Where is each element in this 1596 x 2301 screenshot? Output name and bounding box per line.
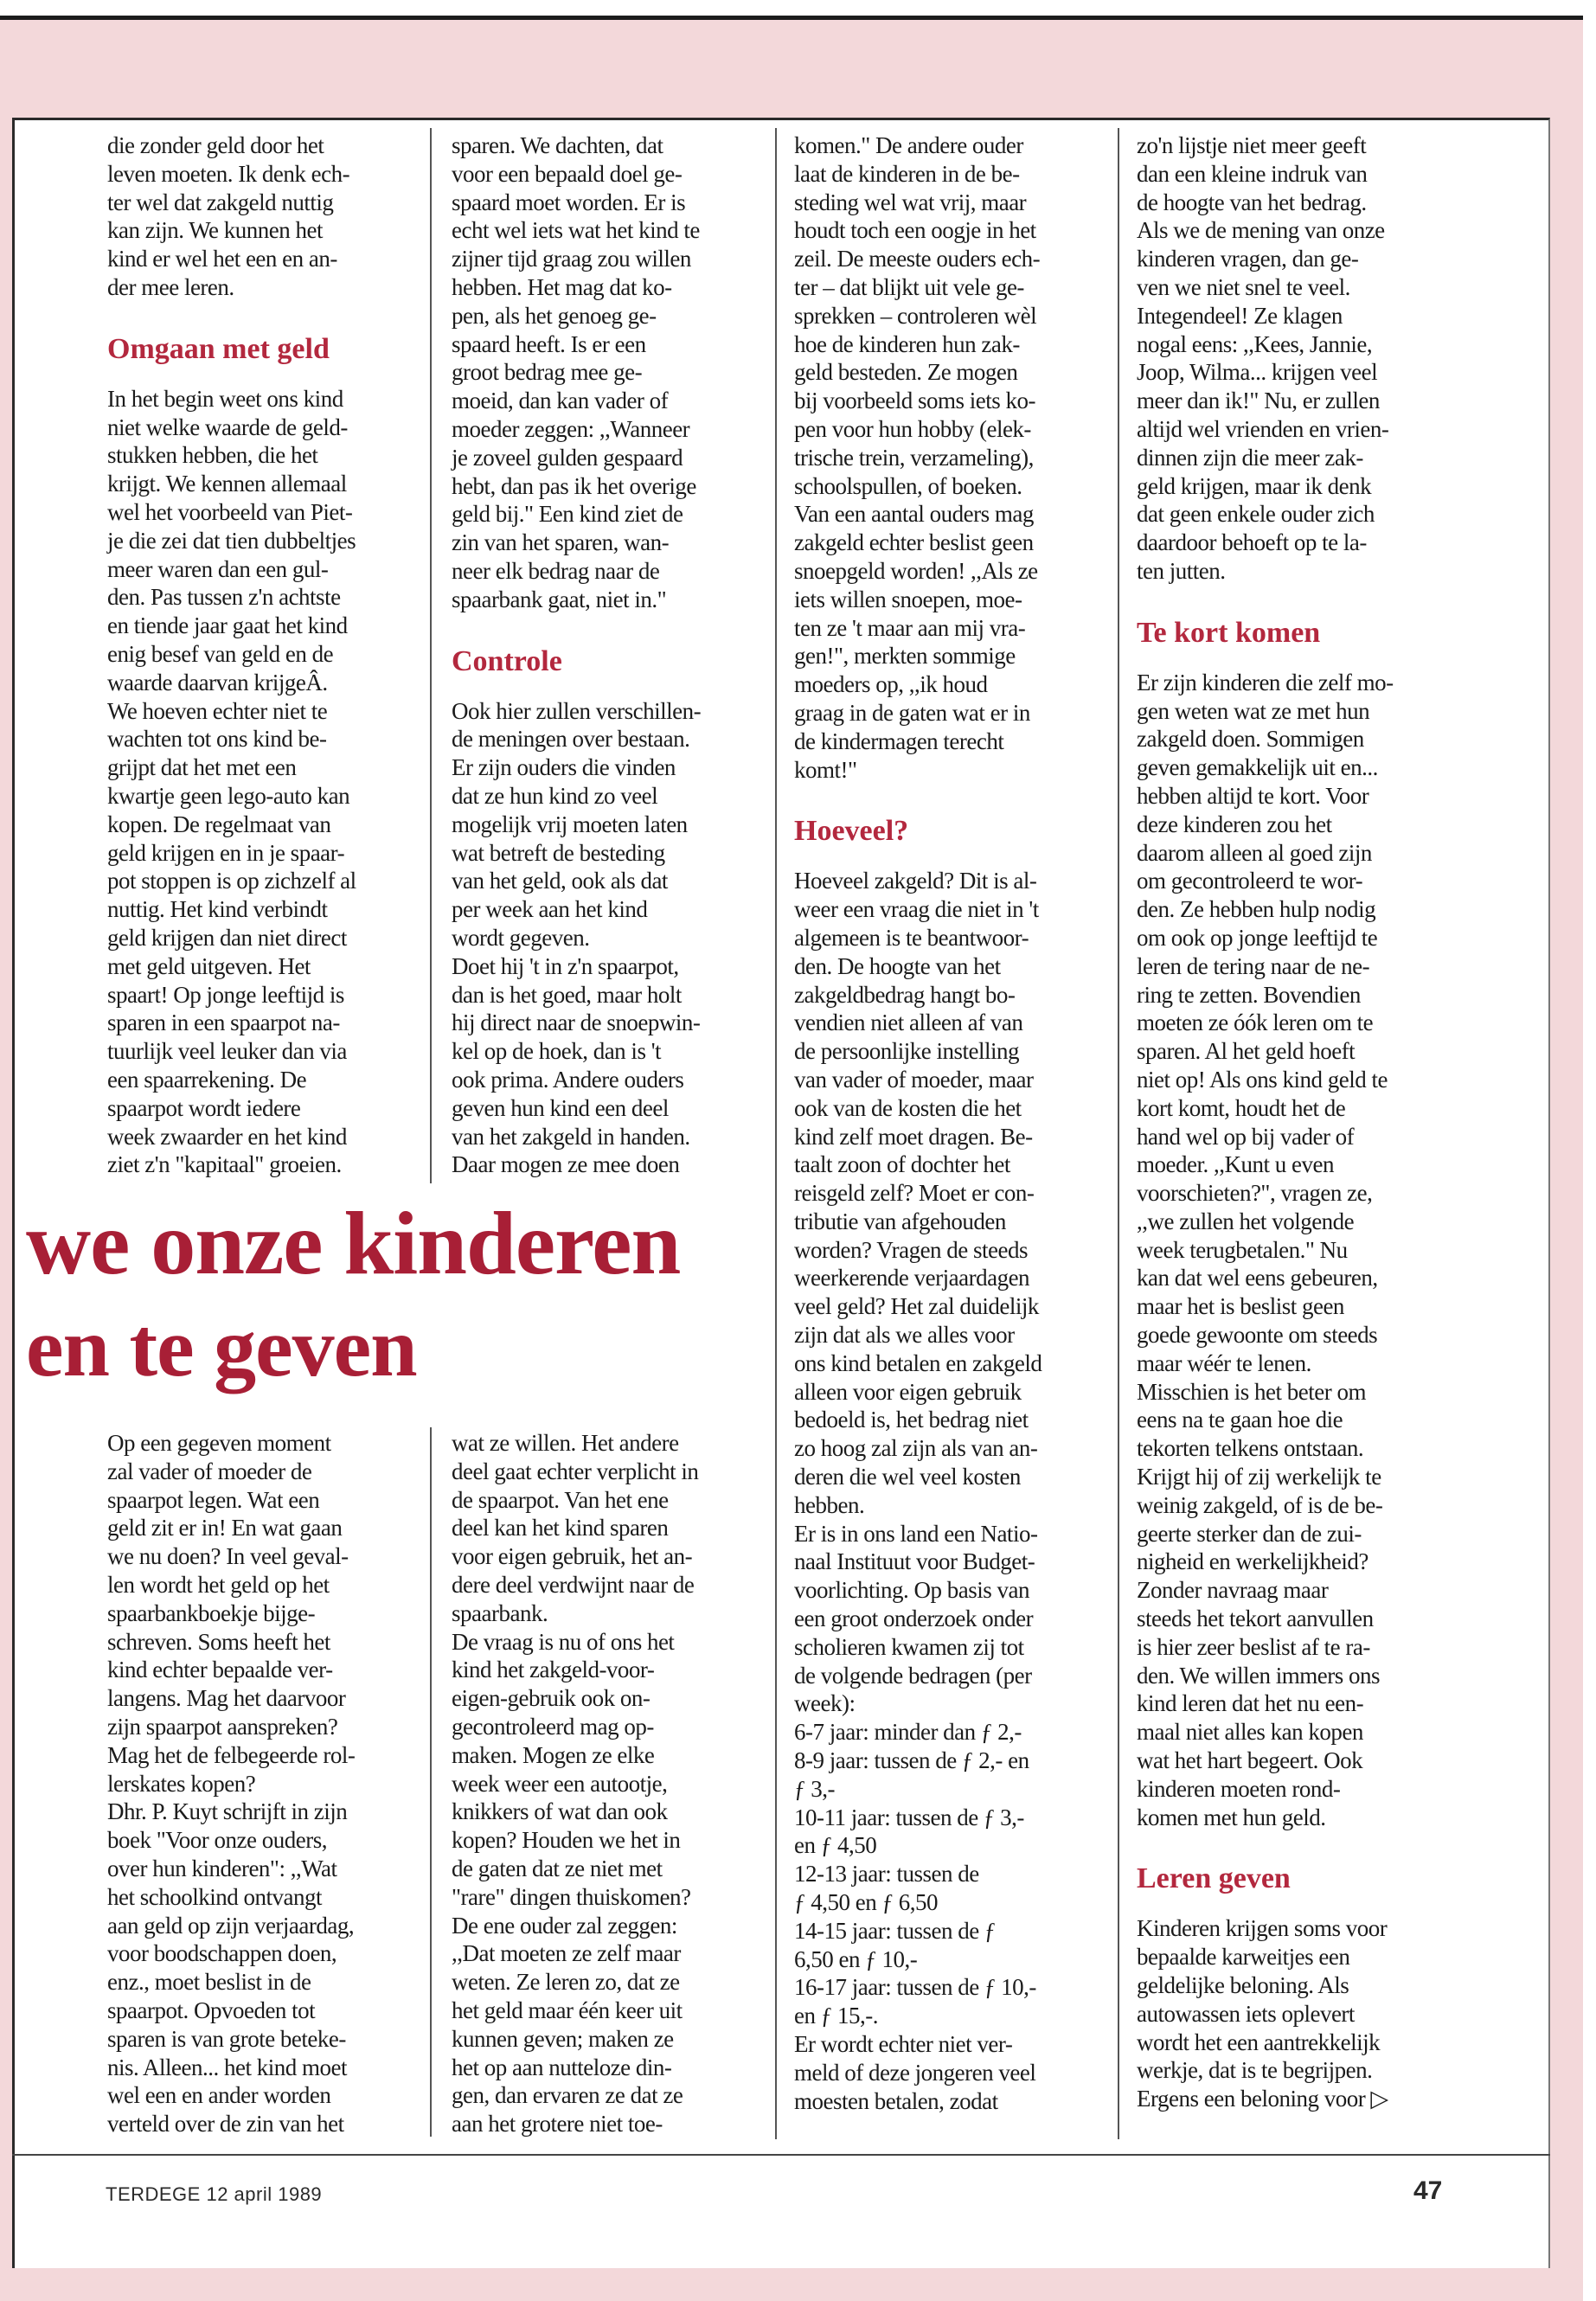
text-line: de meningen over bestaan. [452, 726, 690, 753]
headline-line-1: we onze kinderen [26, 1194, 681, 1293]
text-line: de gaten dat ze niet met [452, 1855, 663, 1881]
text-line: nuttig. Het kind verbindt [107, 896, 328, 923]
text-line: geld besteden. Ze mogen [794, 359, 1018, 386]
text-line: goede gewoonte om steeds [1137, 1322, 1378, 1349]
text-line: groot bedrag mee ge- [452, 359, 643, 386]
text-line: graag in de gaten wat er in [794, 699, 1030, 726]
text-line: voor een bepaald doel ge- [452, 160, 683, 187]
column-divider [1118, 128, 1119, 2139]
text-line: len wordt het geld op het [107, 1571, 330, 1598]
text-line: autowassen iets oplevert [1137, 2000, 1355, 2027]
text-line: meld of deze jongeren veel [794, 2059, 1036, 2086]
text-line: In het begin weet ons kind [107, 385, 343, 412]
column-divider [775, 128, 777, 2139]
text-line: maar het is beslist geen [1137, 1293, 1344, 1320]
text-line: alleen voor eigen gebruik [794, 1378, 1022, 1405]
text-line: ,,we zullen het volgende [1137, 1208, 1355, 1234]
paragraph [794, 867, 1106, 2115]
text-line: weinig zakgeld, of is de be- [1137, 1491, 1383, 1518]
text-line: scholieren kwamen zij tot [794, 1633, 1024, 1660]
text-line: Zonder navraag maar [1137, 1577, 1329, 1604]
text-line: gen, dan ervaren ze dat ze [452, 2082, 683, 2109]
column-3 [794, 131, 1106, 2115]
text-line: zo'n lijstje niet meer geeft [1137, 132, 1367, 158]
text-line: laat de kinderen in de be- [794, 160, 1020, 187]
text-line: de spaarpot. Van het ene [452, 1486, 669, 1513]
upper-column-1 [107, 131, 419, 1179]
page-number: 47 [1413, 2176, 1443, 2205]
text-line: gecontroleerd mag op- [452, 1713, 654, 1740]
text-line: spaarpot legen. Wat een [107, 1486, 320, 1513]
text-line: enz., moet beslist in de [107, 1969, 311, 1996]
text-line: geld krijgen, maar ik denk [1137, 472, 1372, 499]
text-line: 6,50 en ƒ 10,- [794, 1945, 918, 1972]
text-line: Als we de mening van onze [1137, 217, 1385, 244]
text-line: houdt toch een oogje in het [794, 217, 1036, 244]
paragraph [1137, 131, 1457, 586]
text-line: hoe de kinderen hun zak- [794, 330, 1020, 357]
text-line: 12-13 jaar: tussen de [794, 1861, 979, 1888]
text-line: week weer een autootje, [452, 1770, 668, 1797]
text-line: zijner tijd graag zou willen [452, 246, 691, 272]
text-line: dere deel verdwijnt naar de [452, 1571, 695, 1598]
text-line: kopen? Houden we het in [452, 1827, 681, 1854]
text-line: ziet z'n "kapitaal" groeien. [107, 1151, 342, 1178]
text-line: steeds het tekort aanvullen [1137, 1606, 1374, 1632]
text-line: steding wel wat vrij, maar [794, 189, 1027, 215]
text-line: algemeen is te beantwoor- [794, 924, 1029, 951]
text-line: krijgt. We kennen allemaal [107, 471, 347, 497]
text-line: zijn spaarpot aanspreken? [107, 1713, 338, 1740]
text-line: we nu doen? In veel geval- [107, 1543, 349, 1570]
text-line: moeders op, ,,ik houd [794, 671, 988, 698]
column-4 [1137, 131, 1457, 2113]
text-line: ons kind betalen en zakgeld [794, 1349, 1042, 1376]
text-line: voorlichting. Op basis van [794, 1577, 1029, 1604]
text-line: week zwaarder en het kind [107, 1123, 347, 1150]
text-line: trische trein, verzameling), [794, 444, 1034, 471]
text-line: kind zelf moet dragen. Be- [794, 1123, 1033, 1150]
text-line: 6-7 jaar: minder dan ƒ 2,- [794, 1719, 1022, 1746]
text-line: aan het grotere niet toe- [452, 2111, 663, 2138]
lower-column-1 [107, 1429, 419, 2138]
text-line: met geld uitgeven. Het [107, 952, 311, 979]
text-line: We hoeven echter niet te [107, 697, 328, 724]
text-line: zakgeldbedrag hangt bo- [794, 981, 1016, 1008]
text-line: Van een aantal ouders mag [794, 501, 1034, 528]
text-line: de hoogte van het bedrag. [1137, 189, 1367, 215]
text-line: 10-11 jaar: tussen de ƒ 3,- [794, 1804, 1024, 1830]
text-line: leven moeten. Ik denk ech- [107, 160, 350, 187]
text-line: echt wel iets wat het kind te [452, 217, 700, 244]
text-line: Joop, Wilma... krijgen veel [1137, 359, 1378, 386]
text-line: nigheid en werkelijkheid? [1137, 1548, 1368, 1575]
text-line: moeder. ,,Kunt u even [1137, 1151, 1334, 1178]
text-line: spaarbank gaat, niet in." [452, 586, 667, 612]
text-line: langens. Mag het daarvoor [107, 1685, 346, 1712]
text-line: worden? Vragen de steeds [794, 1236, 1029, 1263]
text-line: zakgeld doen. Sommigen [1137, 726, 1364, 753]
text-line: ƒ 3,- [794, 1775, 835, 1802]
text-line: Hoeveel zakgeld? Dit is al- [794, 868, 1037, 894]
text-line: wordt gegeven. [452, 924, 590, 951]
text-line: sparen. We dachten, dat [452, 132, 663, 158]
text-line: 14-15 jaar: tussen de ƒ [794, 1917, 996, 1944]
text-line: 8-9 jaar: tussen de ƒ 2,- en [794, 1747, 1029, 1774]
text-line: is hier zeer beslist af te ra- [1137, 1633, 1370, 1660]
text-line: grijpt dat het met een [107, 754, 297, 781]
text-line: zakgeld echter beslist geen [794, 529, 1034, 556]
text-line: schreven. Soms heeft het [107, 1628, 330, 1655]
text-line: spaarpot. Opvoeden tot [107, 1997, 316, 2023]
text-line: kan dat wel eens gebeuren, [1137, 1265, 1378, 1292]
column-divider [430, 1427, 432, 2137]
text-line: om ook op jonge leeftijd te [1137, 924, 1378, 951]
footer-magazine-date: TERDEGE 12 april 1989 [106, 2183, 323, 2205]
text-line: Er wordt echter niet ver- [794, 2031, 1013, 2057]
text-line: hand wel op bij vader of [1137, 1123, 1355, 1150]
text-line: den. Pas tussen z'n achtste [107, 584, 341, 611]
text-line: 16-17 jaar: tussen de ƒ 10,- [794, 1974, 1036, 2001]
text-line: per week aan het kind [452, 896, 648, 923]
text-line: De vraag is nu of ons het [452, 1628, 675, 1655]
text-line: Kinderen krijgen soms voor [1137, 1915, 1388, 1942]
text-line: mogelijk vrij moeten laten [452, 811, 688, 837]
text-line: daarom alleen al goed zijn [1137, 839, 1372, 866]
paragraph [452, 697, 763, 1180]
text-line: werkje, dat is te begrijpen. [1137, 2057, 1373, 2084]
text-line: altijd wel vrienden en vrien- [1137, 415, 1389, 442]
text-line: het op aan nutteloze din- [452, 2054, 672, 2080]
text-line: ƒ 4,50 en ƒ 6,50 [794, 1889, 938, 1916]
headline-line-2: en te geven [26, 1301, 417, 1394]
text-line: kind leren dat het nu een- [1137, 1690, 1364, 1717]
text-line: moeder zeggen: ,,Wanneer [452, 415, 690, 442]
text-line: meer dan ik!" Nu, er zullen [1137, 388, 1380, 414]
text-line: den. Ze hebben hulp nodig [1137, 896, 1376, 923]
text-line: hebben. Het mag dat ko- [452, 273, 672, 300]
scan-edge-right [1583, 0, 1596, 2301]
text-line: Integendeel! Ze klagen [1137, 302, 1343, 329]
text-line: Er zijn kinderen die zelf mo- [1137, 669, 1394, 695]
text-line: Dhr. P. Kuyt schrijft in zijn [107, 1798, 348, 1825]
text-line: deel kan het kind sparen [452, 1515, 669, 1541]
text-line: ook prima. Andere ouders [452, 1066, 684, 1093]
text-line: Doet hij 't in z'n spaarpot, [452, 952, 679, 979]
scan-edge [0, 0, 1596, 17]
text-line: Op een gegeven moment [107, 1430, 331, 1456]
paragraph [1137, 1914, 1457, 2113]
text-line: geldelijke beloning. Als [1137, 1972, 1349, 1999]
text-line: kwartje geen lego-auto kan [107, 782, 350, 809]
text-line: tekorten telkens ontstaan. [1137, 1435, 1364, 1462]
text-line: die zonder geld door het [107, 132, 324, 158]
subheading-hoeveel: Hoeveel? [794, 815, 909, 848]
paragraph [1137, 669, 1457, 1832]
text-line: reisgeld zelf? Moet er con- [794, 1180, 1035, 1207]
text-line: voor boodschappen doen, [107, 1940, 337, 1967]
text-line: De ene ouder zal zeggen: [452, 1912, 677, 1939]
text-line: schoolspullen, of boeken. [794, 472, 1022, 499]
text-line: de volgende bedragen (per [794, 1662, 1032, 1689]
text-line: komt!" [794, 756, 857, 783]
text-line: maar wéér te lenen. [1137, 1349, 1311, 1376]
text-line: tributie van afgehouden [794, 1208, 1006, 1234]
text-line: hebben altijd te kort. Voor [1137, 782, 1369, 809]
text-line: den. We willen immers ons [1137, 1662, 1381, 1689]
text-line: wel het voorbeeld van Piet- [107, 498, 353, 525]
lower-column-2 [452, 1429, 763, 2138]
text-line: hebt, dan pas ik het overige [452, 472, 696, 499]
text-line: pot stoppen is op zichzelf al [107, 868, 356, 894]
text-line: weten. Ze leren zo, dat ze [452, 1969, 680, 1996]
text-line: de kindermagen terecht [794, 727, 1004, 754]
text-line: Ook hier zullen verschillen- [452, 697, 702, 724]
text-line: een spaarrekening. De [107, 1066, 307, 1093]
footer-rule [12, 2154, 1550, 2156]
text-line: spaarbankboekje bijge- [107, 1599, 316, 1626]
text-line: komen met hun geld. [1137, 1804, 1326, 1830]
paragraph [107, 385, 419, 1179]
text-line: Krijgt hij of zij werkelijk te [1137, 1464, 1381, 1490]
text-line: maken. Mogen ze elke [452, 1741, 655, 1768]
paragraph [452, 131, 763, 614]
text-line: ten ze 't maar aan mij vra- [794, 614, 1026, 641]
text-line: weer een vraag die niet in 't [794, 896, 1039, 923]
text-line: komen." De andere ouder [794, 132, 1023, 158]
text-line: over hun kinderen": ,,Wat [107, 1855, 337, 1881]
text-line: vendien niet alleen af van [794, 1009, 1023, 1036]
text-line: hij direct naar de snoepwin- [452, 1009, 701, 1036]
text-line: zo hoog zal zijn als van an- [794, 1435, 1038, 1462]
text-line: dat geen enkele ouder zich [1137, 501, 1375, 528]
text-line: gen!", merkten sommige [794, 643, 1016, 670]
upper-column-2 [452, 131, 763, 1179]
text-line: zin van het sparen, wan- [452, 529, 670, 556]
text-line: van vader of moeder, maar [794, 1066, 1034, 1093]
text-line: dinnen zijn die meer zak- [1137, 444, 1363, 471]
text-line: dat ze hun kind zo veel [452, 782, 658, 809]
text-line: niet op! Als ons kind geld te [1137, 1066, 1388, 1093]
text-line: iets willen snoepen, moe- [794, 586, 1022, 612]
text-line: zal vader of moeder de [107, 1458, 312, 1484]
text-line: kunnen geven; maken ze [452, 2025, 674, 2052]
text-line: kind er wel het een en an- [107, 246, 337, 272]
text-line: bij voorbeeld soms iets ko- [794, 388, 1035, 414]
text-line: leren de tering naar de ne- [1137, 952, 1370, 979]
text-line: lerskates kopen? [107, 1770, 256, 1797]
text-line: geld zit er in! En wat gaan [107, 1515, 343, 1541]
text-line: kort komt, houdt het de [1137, 1094, 1346, 1121]
text-line: kinderen moeten rond- [1137, 1775, 1341, 1802]
text-line: kel op de hoek, dan is 't [452, 1038, 662, 1065]
text-line: geld krijgen dan niet direct [107, 924, 347, 951]
text-line: voor eigen gebruik, het an- [452, 1543, 693, 1570]
text-line: bepaalde karweitjes een [1137, 1944, 1350, 1971]
text-line: voorschieten?", vragen ze, [1137, 1180, 1373, 1207]
text-line: ven we niet snel te veel. [1137, 273, 1350, 300]
text-line: geld krijgen en in je spaar- [107, 839, 345, 866]
text-line: enig besef van geld en de [107, 640, 334, 667]
text-line: eens na te gaan hoe die [1137, 1407, 1343, 1433]
text-line: Mag het de felbegeerde rol- [107, 1741, 356, 1768]
subheading-omgaan-met-geld: Omgaan met geld [107, 332, 330, 365]
paragraph [107, 1429, 419, 2138]
text-line: kopen. De regelmaat van [107, 811, 331, 837]
text-line: kind echter bepaalde ver- [107, 1657, 333, 1683]
text-line: moeten ze óók leren om te [1137, 1009, 1374, 1036]
subheading-controle: Controle [452, 644, 562, 677]
text-line: weerkerende verjaardagen [794, 1265, 1030, 1292]
text-line: het geld maar één keer uit [452, 1997, 683, 2023]
scan-edge-rule [0, 16, 1596, 20]
text-line: snoepgeld worden! ,,Als ze [794, 557, 1038, 584]
text-line: wachten tot ons kind be- [107, 726, 327, 753]
text-line: wordt het een aantrekkelijk [1137, 2029, 1381, 2055]
text-line: der mee leren. [107, 273, 234, 300]
text-line: maal niet alles kan kopen [1137, 1719, 1363, 1746]
text-line: dan is het goed, maar holt [452, 981, 682, 1008]
text-line: Misschien is het beter om [1137, 1378, 1366, 1405]
text-line: en tiende jaar gaat het kind [107, 612, 348, 639]
text-line: geld bij." Een kind ziet de [452, 501, 683, 528]
text-line: kinderen vragen, dan ge- [1137, 246, 1359, 272]
text-line: niet welke waarde de geld- [107, 413, 348, 440]
text-line: eigen-gebruik ook on- [452, 1685, 651, 1712]
text-line: moesten betalen, zodat [794, 2087, 998, 2114]
text-line: dan een kleine indruk van [1137, 160, 1368, 187]
text-line: veel geld? Het zal duidelijk [794, 1293, 1039, 1320]
text-line: Er is in ons land een Natio- [794, 1520, 1038, 1547]
text-line: neer elk bedrag naar de [452, 557, 660, 584]
text-line: ter wel dat zakgeld nuttig [107, 189, 334, 215]
text-line: zeil. De meeste ouders ech- [794, 246, 1041, 272]
text-line: wat het hart begeert. Ook [1137, 1747, 1363, 1774]
text-line: wat ze willen. Het andere [452, 1430, 679, 1456]
text-line: geven hun kind een deel [452, 1094, 669, 1121]
subheading-te-kort-komen: Te kort komen [1137, 616, 1321, 649]
text-line: je zoveel gulden gespaard [452, 444, 683, 471]
text-line: nogal eens: ,,Kees, Jannie, [1137, 330, 1373, 357]
text-line: ring te zetten. Bovendien [1137, 981, 1361, 1008]
text-line: sparen. Al het geld hoeft [1137, 1038, 1356, 1065]
text-line: naal Instituut voor Budget- [794, 1548, 1035, 1575]
text-line: hebben. [794, 1491, 865, 1518]
text-line: Daar mogen ze mee doen [452, 1151, 680, 1178]
text-line: knikkers of wat dan ook [452, 1798, 668, 1825]
text-line: ter – dat blijkt uit vele ge- [794, 273, 1024, 300]
text-line: je die zei dat tien dubbeltjes [107, 527, 356, 554]
text-line: daardoor behoeft op te la- [1137, 529, 1367, 556]
paragraph [107, 131, 419, 302]
text-line: spaard moet worden. Er is [452, 189, 686, 215]
text-line: sparen is van grote beteke- [107, 2025, 346, 2052]
text-line: van het geld, ook als dat [452, 868, 668, 894]
text-line: spaard heeft. Is er een [452, 330, 646, 357]
text-line: ten jutten. [1137, 557, 1226, 584]
text-line: meer waren dan een gul- [107, 555, 329, 582]
text-line: van het zakgeld in handen. [452, 1123, 690, 1150]
text-line: spaarbank. [452, 1599, 548, 1626]
text-line: taalt zoon of dochter het [794, 1151, 1010, 1178]
paragraph [794, 131, 1106, 784]
text-line: bedoeld is, het bedrag niet [794, 1407, 1029, 1433]
text-line: om gecontroleerd te wor- [1137, 868, 1363, 894]
text-line: Er zijn ouders die vinden [452, 754, 676, 781]
text-line: waarde daarvan krijgeÂ. [107, 669, 328, 695]
text-line: week terugbetalen." Nu [1137, 1236, 1348, 1263]
text-line: Ergens een beloning voor ▷ [1137, 2086, 1388, 2112]
text-line: sparen in een spaarpot na- [107, 1009, 340, 1036]
text-line: spaart! Op jonge leeftijd is [107, 981, 344, 1008]
text-line: kan zijn. We kunnen het [107, 217, 324, 244]
text-line: ook van de kosten die het [794, 1094, 1022, 1121]
text-line: stukken hebben, die het [107, 442, 318, 469]
text-line: "rare" dingen thuiskomen? [452, 1883, 691, 1910]
paragraph [452, 1429, 763, 2138]
text-line: week): [794, 1690, 856, 1717]
subheading-leren-geven: Leren geven [1137, 1862, 1291, 1895]
text-line: geerte sterker dan de zui- [1137, 1520, 1362, 1547]
text-line: deze kinderen zou het [1137, 811, 1332, 837]
text-line: den. De hoogte van het [794, 952, 1001, 979]
text-line: pen, als het genoeg ge- [452, 302, 657, 329]
text-line: sprekken – controleren wèl [794, 302, 1037, 329]
text-line: boek "Voor onze ouders, [107, 1827, 327, 1854]
text-line: verteld over de zin van het [107, 2111, 344, 2138]
text-line: de persoonlijke instelling [794, 1038, 1019, 1065]
text-line: geven gemakkelijk uit en... [1137, 754, 1378, 781]
text-line: wat betreft de besteding [452, 839, 665, 866]
text-line: het schoolkind ontvangt [107, 1883, 322, 1910]
text-line: tuurlijk veel leuker dan via [107, 1038, 347, 1065]
text-line: kind het zakgeld-voor- [452, 1657, 655, 1683]
text-line: ,,Dat moeten ze zelf maar [452, 1940, 681, 1967]
column-divider [430, 128, 432, 1183]
text-line: wel een en ander worden [107, 2082, 331, 2109]
text-line: deren die wel veel kosten [794, 1464, 1021, 1490]
text-line: en ƒ 4,50 [794, 1832, 877, 1859]
text-line: zijn dat als we alles voor [794, 1322, 1015, 1349]
text-line: spaarpot wordt iedere [107, 1094, 301, 1121]
text-line: pen voor hun hobby (elek- [794, 415, 1031, 442]
text-line: deel gaat echter verplicht in [452, 1458, 699, 1484]
text-line: gen weten wat ze met hun [1137, 697, 1370, 724]
text-line: een groot onderzoek onder [794, 1606, 1034, 1632]
text-line: en ƒ 15,-. [794, 2003, 878, 2029]
text-line: moeid, dan kan vader of [452, 388, 669, 414]
text-line: aan geld op zijn verjaardag, [107, 1912, 355, 1939]
text-line: nis. Alleen... het kind moet [107, 2054, 347, 2080]
